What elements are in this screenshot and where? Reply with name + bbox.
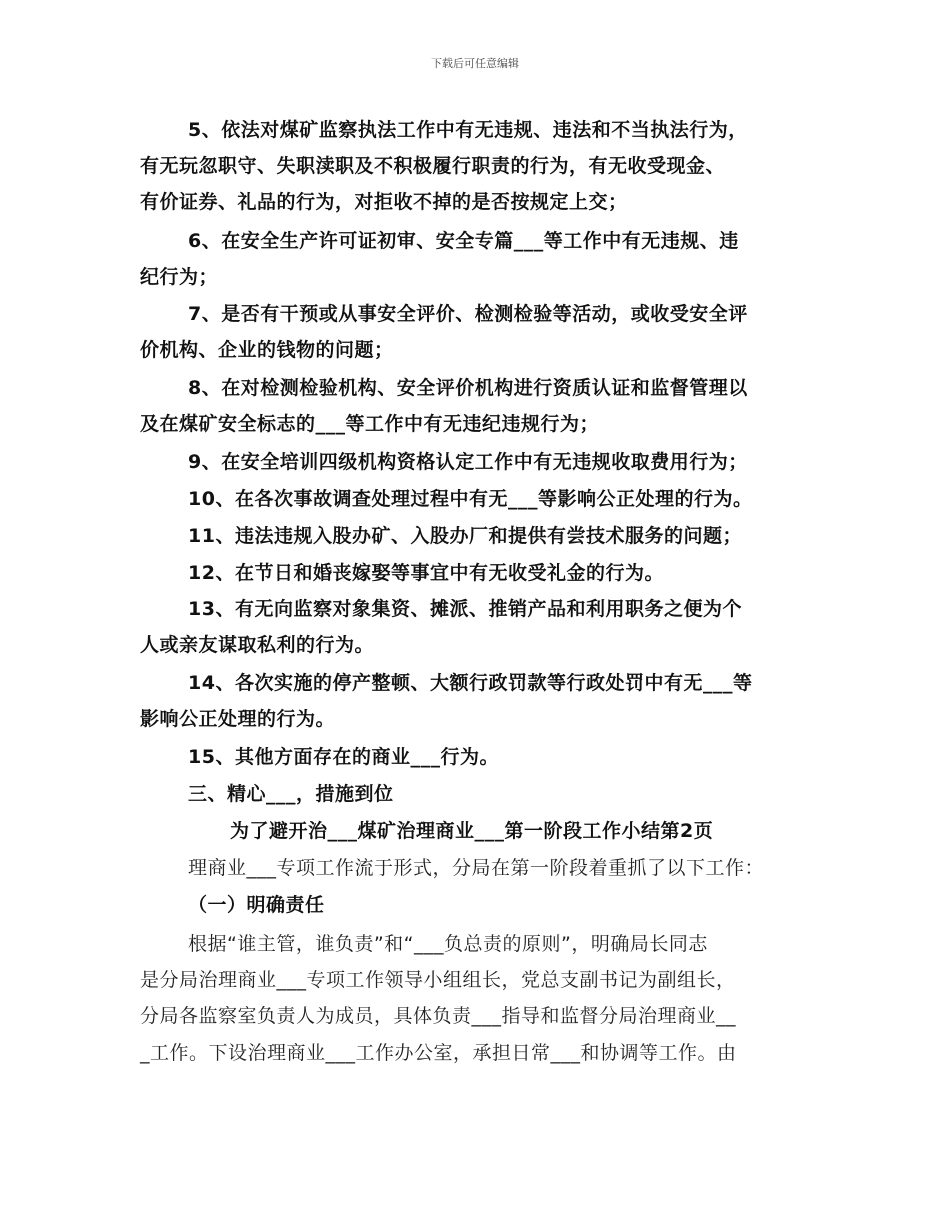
paragraph-line: 9、在安全培训四级机构资格认定工作中有无违规收取费用行为； (188, 451, 748, 473)
section-heading: 三、精心___，措施到位 (188, 783, 394, 805)
paragraph-line: 纪行为； (140, 266, 219, 288)
paragraph-line: 13、有无向监察对象集资、摊派、推销产品和利用职务之便为个 (188, 598, 742, 620)
paragraph-line: 理商业___专项工作流于形式，分局在第一阶段着重抓了以下工作： (188, 857, 765, 879)
paragraph-line: 7、是否有干预或从事安全评价、检测检验等活动，或收受安全评 (188, 303, 748, 325)
paragraph-line: 有价证券、礼品的行为，对拒收不掉的是否按规定上交； (140, 191, 628, 213)
paragraph-line: 是分局治理商业___专项工作领导小组组长，党总支副书记为副组长， (140, 969, 736, 991)
paragraph-line: 价机构、企业的钱物的问题； (140, 339, 394, 361)
subsection-heading: （一）明确责任 (188, 894, 325, 916)
paragraph-line: 影响公正处理的行为。 (140, 708, 336, 730)
paragraph-line: 12、在节日和婚丧嫁娶等事宜中有无收受礼金的行为。 (188, 562, 664, 584)
paragraph-line: 8、在对检测检验机构、安全评价机构进行资质认证和监督管理以 (188, 377, 748, 399)
paragraph-line: _工作。下设治理商业___工作办公室，承担日常___和协调等工作。由 (140, 1042, 737, 1064)
paragraph-line: 10、在各次事故调查处理过程中有无___等影响公正处理的行为。 (188, 488, 753, 510)
paragraph-line: 及在煤矿安全标志的___等工作中有无违纪违规行为； (140, 413, 600, 435)
page-header: 下载后可任意编辑 (431, 57, 519, 70)
paragraph-line: 人或亲友谋取私利的行为。 (140, 634, 375, 656)
paragraph-line: 有无玩忽职守、失职渎职及不积极履行职责的行为，有无收受现金、 (140, 155, 726, 177)
paragraph-line: 6、在安全生产许可证初审、安全专篇___等工作中有无违规、违 (188, 230, 739, 252)
paragraph-line: 根据“谁主管，谁负责”和“___负总责的原则”，明确局长同志 (188, 933, 708, 955)
paragraph-line: 14、各次实施的停产整顿、大额行政罚款等行政处罚中有无___等 (188, 672, 753, 694)
page-break-line: 为了避开治___煤矿治理商业___第一阶段工作小结第2页 (230, 820, 714, 842)
paragraph-line: 分局各监察室负责人为成员，具体负责___指导和监督分局治理商业__ (140, 1005, 737, 1027)
paragraph-line: 15、其他方面存在的商业___行为。 (188, 746, 499, 768)
paragraph-line: 5、依法对煤矿监察执法工作中有无违规、违法和不当执法行为， (188, 119, 748, 141)
paragraph-line: 11、违法违规入股办矿、入股办厂和提供有尝技术服务的问题； (188, 525, 742, 547)
